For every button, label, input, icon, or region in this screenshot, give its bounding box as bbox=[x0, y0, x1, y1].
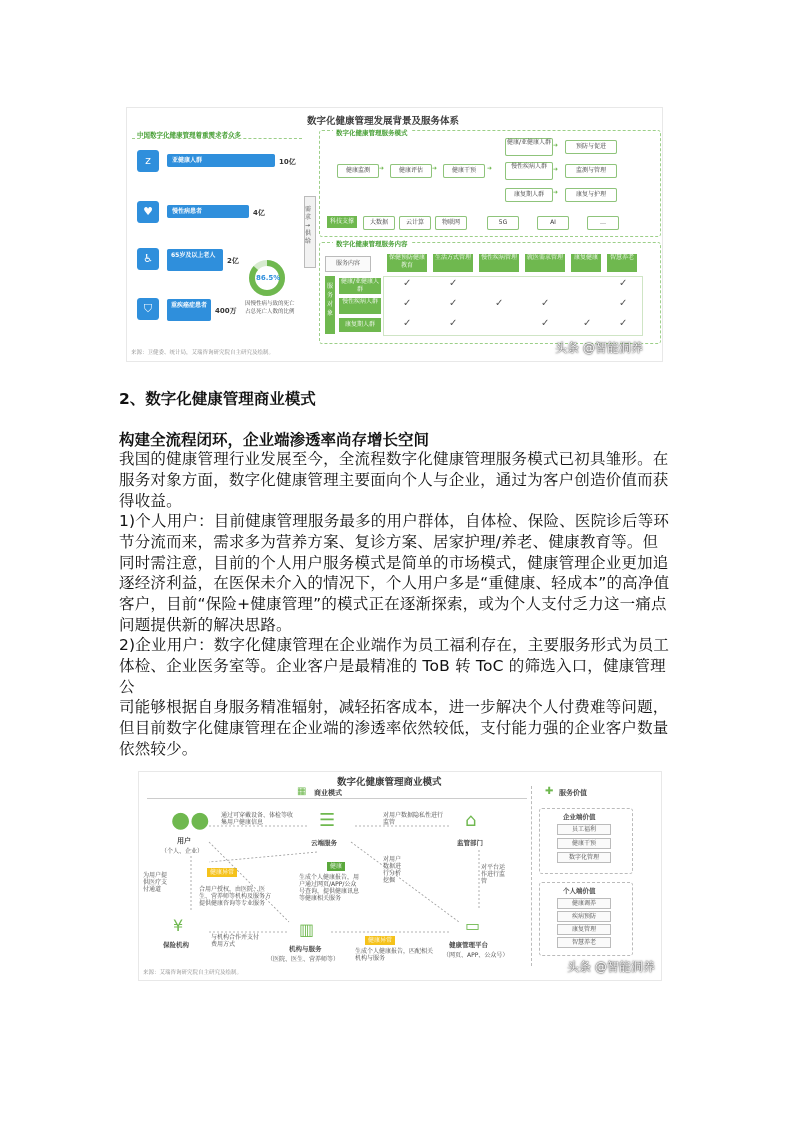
tech-item: 大数据 bbox=[363, 216, 395, 230]
check-mark: ✓ bbox=[403, 278, 412, 289]
tag-health: 健康 bbox=[327, 862, 345, 871]
wearable-label: 通过可穿戴设备、体检等收集用户健康信息 bbox=[221, 812, 294, 826]
flow-step: 健康监测 bbox=[337, 164, 379, 178]
tech-item: … bbox=[587, 216, 619, 230]
text-line: 体检、企业医务室等。企业客户是最精准的 ToB 转 ToC 的筛选入口，健康管理公 bbox=[119, 656, 666, 696]
check-mark: ✓ bbox=[495, 298, 504, 309]
building-icon: ▦ bbox=[297, 786, 307, 797]
personal-value-title: 个人端价值 bbox=[563, 887, 596, 895]
platform-desc-label: 生成个人健康报告，匹配相关机构与服务 bbox=[355, 948, 434, 962]
table-row-header: 康复期人群 bbox=[339, 318, 381, 332]
text-line: 逐经济利益，在医保未介入的情况下，个人用户多是“重健康、轻成本”的高净值 bbox=[119, 574, 670, 593]
check-mark: ✓ bbox=[449, 278, 458, 289]
left-panel-title: 中国数字化健康管理着重需求者众多 bbox=[137, 131, 241, 139]
check-mark: ✓ bbox=[403, 298, 412, 309]
table-col-header: 就医需求管理 bbox=[525, 254, 565, 272]
group-label: 重疾癌症患者 bbox=[171, 302, 208, 309]
group-label: 亚健康人群 bbox=[172, 157, 203, 164]
server-icon: ☰ bbox=[319, 810, 336, 831]
text-line: 依然较少。 bbox=[119, 739, 198, 758]
check-mark: ✓ bbox=[619, 298, 628, 309]
text-line: 服务对象方面，数字化健康管理主要面向个人与企业，通过为客户创造价值而获 bbox=[119, 470, 669, 489]
arrow-right-icon: ➜ bbox=[379, 165, 385, 172]
group-label: 慢性病患者 bbox=[172, 208, 203, 215]
hospital-bed-icon: ⛉ bbox=[137, 298, 159, 320]
enterprise-value-title: 企业端价值 bbox=[563, 813, 596, 821]
service-content-label: 服务内容 bbox=[325, 256, 371, 272]
target-group: 慢性疾病人群 bbox=[505, 162, 553, 180]
flow-step: 健康评估 bbox=[390, 164, 432, 178]
institution-desc-label: 合用户授权，由医院、医生、营养师等机构及服务方提供健康咨询等专业服务 bbox=[199, 886, 272, 907]
enterprise-value-item: 数字化管理 bbox=[557, 852, 611, 863]
paragraph-enterprise-users bbox=[119, 635, 675, 760]
platform-node: 健康管理平台 bbox=[449, 941, 488, 949]
branch-arrow-icon: ➜ bbox=[487, 165, 493, 172]
flow-arrows bbox=[139, 772, 539, 980]
target-group: 康复期人群 bbox=[505, 188, 553, 202]
user-node: 用户 bbox=[177, 837, 191, 845]
personal-value-item: 疾病预防 bbox=[557, 911, 611, 922]
table-col-header: 康复健康 bbox=[571, 254, 601, 272]
figure2-watermark: 头条 @智能洞养 bbox=[567, 960, 655, 974]
figure1-title: 数字化健康管理发展背景及服务体系 bbox=[307, 116, 460, 127]
flow-step: 健康干预 bbox=[443, 164, 485, 178]
push-label: 对用户数据进行分析挖掘 bbox=[383, 856, 402, 884]
left-panel-divider bbox=[132, 138, 302, 139]
users-icon: ●● bbox=[171, 808, 210, 833]
table-row-header: 慢性疾病人群 bbox=[339, 298, 381, 314]
yen-icon: ¥ bbox=[173, 916, 184, 935]
tech-label: 科技支撑 bbox=[327, 216, 357, 228]
figure1-watermark: 头条 @智能洞养 bbox=[555, 341, 643, 355]
text-line: 但目前数字化健康管理在企业端的渗透率依然较低，支付能力强的企业客户数量 bbox=[119, 719, 669, 738]
paragraph-personal-users bbox=[119, 511, 675, 636]
check-mark: ✓ bbox=[619, 278, 628, 289]
sub-heading: 构建全流程闭环，企业端渗透率尚存增长空间 bbox=[119, 431, 430, 449]
institution-sub: （医院、医生、营养师等） bbox=[267, 956, 340, 963]
figure2-source: 来源：艾瑞咨询研究院自主研究及绘制。 bbox=[143, 970, 243, 976]
section-heading: 2、数字化健康管理商业模式 bbox=[119, 390, 316, 408]
tag-health-abnormal-2: 健康异常 bbox=[365, 936, 395, 945]
value-divider bbox=[531, 786, 532, 966]
cloud-node: 云端服务 bbox=[311, 839, 337, 847]
table-col-header: 慢性疾病管理 bbox=[479, 254, 519, 272]
sleep-icon: z bbox=[137, 150, 159, 172]
personal-value-item: 康复管理 bbox=[557, 924, 611, 935]
check-mark: ✓ bbox=[541, 298, 550, 309]
text-line: 1)个人用户：目前健康管理服务最多的用户群体，自体检、保险、医院诊后等环 bbox=[119, 512, 670, 530]
arrow-right-icon: ➜ bbox=[553, 189, 559, 196]
coop-label: 与机构合作并支付费用方式 bbox=[211, 934, 260, 948]
pie-note: 因慢性病与致的死亡占总死亡人数的比例 bbox=[245, 301, 295, 315]
value-icon: ✚ bbox=[545, 786, 554, 797]
heartbeat-icon: ♥ bbox=[137, 201, 159, 223]
check-mark: ✓ bbox=[449, 318, 458, 329]
group-value: 4亿 bbox=[253, 209, 265, 217]
enterprise-value-item: 健康干预 bbox=[557, 838, 611, 849]
text-line: 同时需注意，目前的个人用户服务模式是简单的市场模式，健康管理企业更加追 bbox=[119, 553, 669, 572]
pie-percent: 86.5% bbox=[256, 274, 281, 282]
check-mark: ✓ bbox=[619, 318, 628, 329]
arrow-right-icon: ➜ bbox=[432, 165, 438, 172]
tech-item: 5G bbox=[487, 216, 519, 230]
table-col-header: 生活方式管理 bbox=[433, 254, 473, 272]
text-line: 我国的健康管理行业发展至今，全流程数字化健康管理服务模式已初具雏形。在 bbox=[119, 450, 669, 468]
insurer-node: 保险机构 bbox=[163, 941, 189, 949]
check-mark: ✓ bbox=[583, 318, 592, 329]
regulator-node: 监管部门 bbox=[457, 839, 483, 847]
group-value: 2亿 bbox=[227, 257, 239, 265]
figure-business-model bbox=[138, 771, 662, 981]
text-line: 司能够根据自身服务精准辐射，减轻拓客成本，进一步解决个人付费难等问题， bbox=[119, 698, 669, 717]
government-icon: ⌂ bbox=[465, 810, 477, 831]
check-mark: ✓ bbox=[449, 298, 458, 309]
institution-node: 机构与服务 bbox=[289, 945, 322, 953]
demand-label: 需求→供给 bbox=[305, 206, 312, 245]
target-action: 预防与促进 bbox=[565, 140, 617, 154]
value-label: 服务价值 bbox=[559, 789, 587, 797]
text-line: 问题提供新的解决思路。 bbox=[119, 615, 292, 634]
personal-value-item: 健康调养 bbox=[557, 898, 611, 909]
service-model-title: 数字化健康管理服务模式 bbox=[333, 128, 411, 137]
cloud-desc-label: 生成个人健康报告，用户通过网页/APP/公众号查询，提供健康讯息等健康相关服务 bbox=[299, 874, 360, 902]
table-grid bbox=[383, 276, 643, 336]
tech-item: 云计算 bbox=[399, 216, 431, 230]
tag-health-abnormal: 健康异常 bbox=[207, 868, 237, 877]
tech-item: AI bbox=[537, 216, 569, 230]
privacy-label: 对用户数据隐私性进行监管 bbox=[383, 812, 444, 826]
text-line: 客户，目前“保险+健康管理”的模式正在逐渐探索，或为个人支付乏力这一痛点 bbox=[119, 595, 667, 614]
institution-icon: ▥ bbox=[299, 920, 315, 939]
monitor-icon: ▭ bbox=[465, 916, 481, 935]
insurance-pay-label: 为用户提供医疗支付通道 bbox=[143, 872, 168, 893]
arrow-right-icon: ➜ bbox=[553, 142, 559, 149]
user-sub: （个人、企业） bbox=[161, 848, 204, 855]
figure-health-management-background bbox=[126, 107, 663, 362]
target-group: 健康/亚健康人群 bbox=[505, 138, 553, 156]
figure1-source: 来源：卫健委、统计局，艾瑞咨询研究院自主研究及绘制。 bbox=[131, 350, 275, 356]
group-label: 65岁及以上老人 bbox=[171, 252, 216, 259]
object-label: 服务对象 bbox=[325, 276, 335, 334]
text-line: 2)企业用户：数字化健康管理在企业端作为员工福利存在，主要服务形式为员工 bbox=[119, 636, 670, 654]
table-col-header: 智慧养老 bbox=[607, 254, 637, 272]
enterprise-value-item: 员工福利 bbox=[557, 824, 611, 835]
table-col-header: 保健预防健康教育 bbox=[387, 254, 427, 272]
group-value: 400万 bbox=[215, 307, 237, 315]
text-line: 节分流而来，需求多为营养方案、复诊方案、居家护理/养老、健康教育等。但 bbox=[119, 532, 659, 551]
service-content-title: 数字化健康管理服务内容 bbox=[333, 239, 411, 248]
paragraph-intro bbox=[119, 449, 675, 511]
elderly-icon: ♿ bbox=[137, 248, 159, 270]
check-mark: ✓ bbox=[541, 318, 550, 329]
business-label: 商业模式 bbox=[311, 788, 345, 798]
check-mark: ✓ bbox=[403, 318, 412, 329]
table-row-header: 健康/亚健康人群 bbox=[340, 278, 380, 293]
personal-value-item: 智慧养老 bbox=[557, 937, 611, 948]
text-line: 得收益。 bbox=[119, 491, 182, 510]
target-action: 监测与管理 bbox=[565, 164, 617, 178]
tech-item: 物联网 bbox=[435, 216, 467, 230]
arrow-right-icon: ➜ bbox=[553, 166, 559, 173]
figure2-title: 数字化健康管理商业模式 bbox=[337, 777, 442, 788]
platform-sub: （网页、APP、公众号） bbox=[443, 952, 509, 959]
target-action: 康复与护理 bbox=[565, 188, 617, 202]
platform-supervise-label: 对平台运作进行监管 bbox=[481, 864, 506, 885]
group-value: 10亿 bbox=[279, 158, 296, 166]
